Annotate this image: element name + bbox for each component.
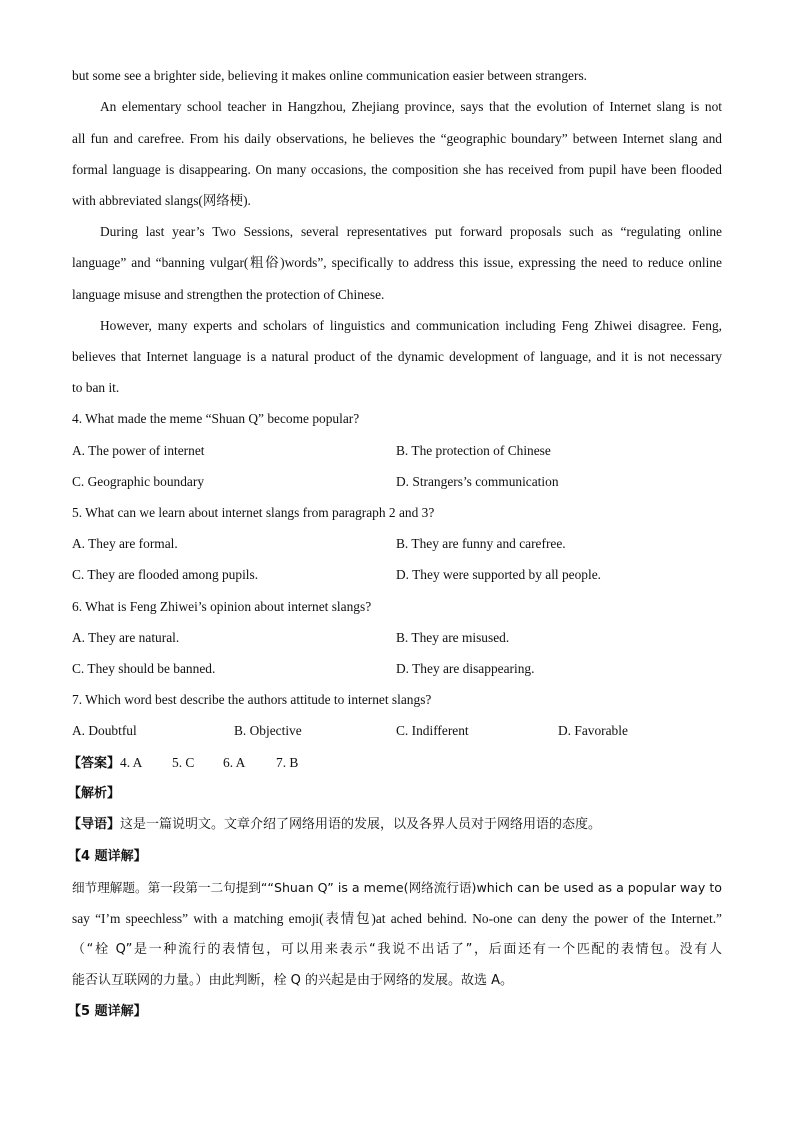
question-7-option-a: A. Doubtful	[72, 723, 137, 738]
question-7-option-c: C. Indifferent	[396, 723, 469, 738]
question-7-option-d: D. Favorable	[558, 723, 628, 738]
question-5-option-b: B. They are funny and carefree.	[396, 536, 566, 551]
answer-line	[68, 754, 299, 773]
q4-detail-line: 能否认互联网的力量。）由此判断，栓 Q 的兴起是由于网络的发展。故选 A。	[72, 973, 514, 988]
question-6-option-d: D. They are disappearing.	[396, 661, 535, 676]
question-4-option-d: D. Strangers’s communication	[396, 474, 559, 489]
answer-label: 【答案】	[68, 756, 121, 771]
question-5-option-c: C. They are flooded among pupils.	[72, 567, 259, 582]
passage-line: language” and “banning vulgar(粗俗)words”, specifically to address this issue, expressing the need to reduce online	[72, 255, 722, 270]
q4-detail-line: say “I’m speechless” with a matching emoji(表情包)at ached behind. No-one can deny the power of the Internet.”	[72, 911, 722, 926]
question-5-option-a: A. They are formal.	[72, 536, 178, 551]
answer-item: 7. B	[276, 755, 299, 770]
question-4-option-c: C. Geographic boundary	[72, 474, 205, 489]
passage-line: to ban it.	[72, 380, 120, 395]
question-6-option-c: C. They should be banned.	[72, 661, 216, 676]
q4-detail-line: 细节理解题。第一段第一二句提到““Shuan Q” is a meme(网络流行语)which can be used as a popular way to	[72, 880, 722, 895]
question-7-stem: 7. Which word best describe the authors attitude to internet slangs?	[72, 692, 432, 707]
passage-line: During last year’s Two Sessions, several representatives put forward proposals such as “regulating online	[100, 224, 722, 239]
guide-label: 【导语】	[68, 817, 121, 832]
passage-line: language misuse and strengthen the protection of Chinese.	[72, 287, 385, 302]
passage-line: but some see a brighter side, believing it makes online communication easier between strangers.	[72, 68, 588, 83]
answer-item: 5. C	[172, 755, 195, 770]
passage-line: However, many experts and scholars of linguistics and communication including Feng Zhiwei disagree. Feng,	[100, 318, 722, 333]
passage-line: with abbreviated slangs(网络梗).	[72, 193, 251, 208]
question-6-stem: 6. What is Feng Zhiwei’s opinion about internet slangs?	[72, 599, 372, 614]
q5-detail-label: 【5 题详解】	[68, 1004, 147, 1019]
passage-line: believes that Internet language is a natural product of the dynamic development of language, and it is not necessary	[72, 349, 722, 364]
passage-line: formal language is disappearing. On many occasions, the composition she has received from pupil have been flooded	[72, 162, 722, 177]
question-5-stem: 5. What can we learn about internet slangs from paragraph 2 and 3?	[72, 505, 435, 520]
guide-text: 这是一篇说明文。文章介绍了网络用语的发展，以及各界人员对于网络用语的态度。	[120, 817, 602, 832]
question-6-option-b: B. They are misused.	[396, 630, 510, 645]
answer-item: 6. A	[223, 755, 246, 770]
q4-detail-label: 【4 题详解】	[68, 849, 147, 864]
passage-line: all fun and carefree. From his daily observations, he believes the “geographic boundary” between Internet slang and	[72, 131, 722, 146]
question-4-option-a: A. The power of internet	[72, 443, 205, 458]
q4-detail-line: （“栓 Q”是一种流行的表情包，可以用来表示“我说不出话了”，后面还有一个匹配的表情包。没有人	[72, 942, 722, 957]
question-4-option-b: B. The protection of Chinese	[396, 443, 551, 458]
question-5-option-d: D. They were supported by all people.	[396, 567, 602, 582]
question-4-stem: 4. What made the meme “Shuan Q” become popular?	[72, 411, 360, 426]
question-7-option-b: B. Objective	[234, 723, 302, 738]
answer-item: 4. A	[120, 755, 143, 770]
guide-line	[68, 816, 601, 834]
analysis-label: 【解析】	[68, 786, 121, 801]
question-6-option-a: A. They are natural.	[72, 630, 180, 645]
passage-line: An elementary school teacher in Hangzhou, Zhejiang province, says that the evolution of Internet slang is not	[100, 99, 722, 114]
